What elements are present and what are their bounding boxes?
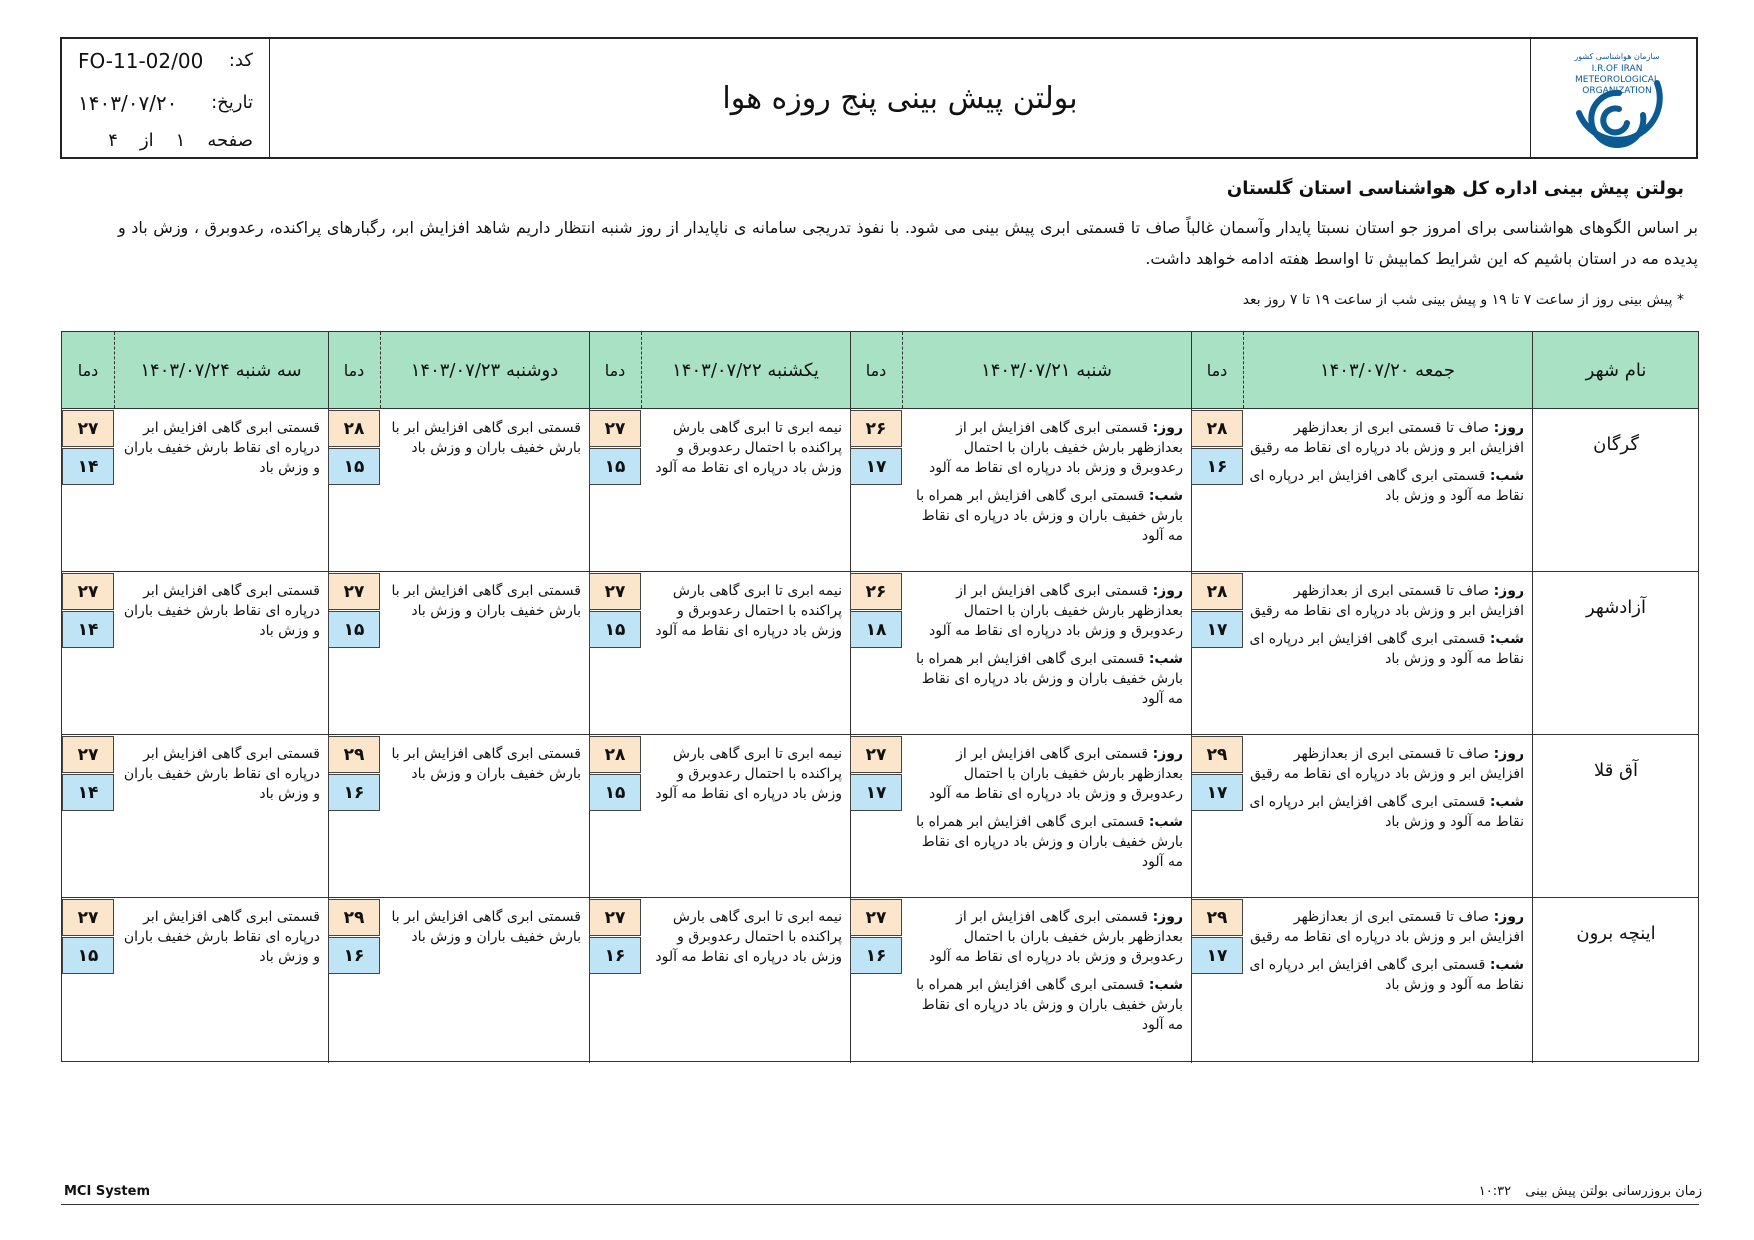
- max-temp: ۲۷: [328, 573, 380, 610]
- night-forecast: [908, 649, 1183, 709]
- night-label: شب:: [1148, 814, 1183, 830]
- max-temp: ۲۸: [1191, 573, 1243, 610]
- forecast-text: نیمه ابری تا ابری گاهی بارش پراکنده با احتمال رعدوبرق و وزش باد درپاره ای نقاط مه آلود: [655, 909, 842, 965]
- min-temp: ۱۴: [62, 448, 114, 485]
- min-temp: ۱۸: [850, 611, 902, 648]
- day-label: روز:: [1152, 746, 1183, 762]
- night-text: قسمتی ابری گاهی افزایش ابر همراه با بارش خفیف باران و وزش باد درپاره ای نقاط مه آلود: [915, 488, 1183, 544]
- header-day-3: یکشنبه ۱۴۰۳/۰۷/۲۲: [672, 359, 819, 381]
- day-forecast: [908, 907, 1183, 967]
- page-row: [78, 130, 253, 151]
- forecast-description: [1249, 581, 1524, 669]
- forecast-text: قسمتی ابری گاهی افزایش ابر درپاره ای نقاط بارش خفیف باران و وزش باد: [123, 583, 320, 639]
- city-name: آزادشهر: [1585, 597, 1647, 618]
- forecast-table: [61, 331, 1699, 1062]
- forecast-description: [908, 581, 1183, 709]
- night-text: قسمتی ابری گاهی افزایش ابر درپاره ای نقاط مه آلود و وزش باد: [1249, 794, 1524, 830]
- forecast-description: [908, 418, 1183, 546]
- system-name: MCI System: [64, 1184, 150, 1199]
- night-text: قسمتی ابری گاهی افزایش ابر همراه با بارش خفیف باران و وزش باد درپاره ای نقاط مه آلود: [915, 977, 1183, 1033]
- forecast-summary: بر اساس الگوهای هواشناسی برای امروز جو استان نسبتا پایدار وآسمان غالباً صاف تا قسمتی ابری پیش بینی می شود. با نفوذ تدریجی سامانه ی ناپایدار از روز شنبه انتظار داریم شاهد افزایش ابر، رگبارهای پراکنده، رعدوبرق ، وزش باد و پدیده مه در استان باشیم که این شرایط کمابیش تا اواسط هفته ادامه خواهد داشت.: [118, 218, 1698, 268]
- day-label: روز:: [1493, 909, 1524, 925]
- update-value: ۱۰:۳۲: [1478, 1184, 1512, 1199]
- code-label: کد:: [228, 50, 253, 71]
- bulletin-header: [60, 37, 1698, 159]
- header-temp-divider: [1243, 332, 1244, 408]
- min-temp: ۱۵: [589, 448, 641, 485]
- day-label: روز:: [1152, 583, 1183, 599]
- forecast-time-note: * پیش بینی روز از ساعت ۷ تا ۱۹ و پیش بینی شب از ساعت ۱۹ تا ۷ روز بعد: [1242, 292, 1684, 308]
- forecast-description: [647, 744, 842, 804]
- night-text: قسمتی ابری گاهی افزایش ابر درپاره ای نقاط مه آلود و وزش باد: [1249, 957, 1524, 993]
- max-temp: ۲۹: [328, 899, 380, 936]
- max-temp: ۲۸: [328, 410, 380, 447]
- min-temp: ۱۶: [589, 937, 641, 974]
- header-temp-3: دما: [604, 360, 626, 380]
- logo-org-fa: سازمان هواشناسی کشور: [1573, 52, 1660, 61]
- max-temp: ۲۷: [62, 899, 114, 936]
- header-temp-divider: [380, 332, 381, 408]
- min-temp: ۱۵: [589, 611, 641, 648]
- night-forecast: [1249, 792, 1524, 832]
- header-day-2: شنبه ۱۴۰۳/۰۷/۲۱: [981, 359, 1112, 381]
- min-temp: ۱۶: [850, 937, 902, 974]
- header-temp-5: دما: [77, 360, 99, 380]
- header-day-5: سه شنبه ۱۴۰۳/۰۷/۲۴: [140, 359, 302, 381]
- min-temp: ۱۴: [62, 611, 114, 648]
- max-temp: ۲۹: [1191, 736, 1243, 773]
- forecast-text: قسمتی ابری گاهی افزایش ابر با بارش خفیف باران و وزش باد: [391, 746, 581, 782]
- forecast-description: [908, 744, 1183, 872]
- forecast-description: [386, 744, 581, 784]
- row-divider: [62, 571, 1698, 572]
- page-total: ۴: [108, 130, 118, 151]
- page-label: صفحه: [207, 130, 253, 151]
- day-label: روز:: [1152, 420, 1183, 436]
- min-temp: ۱۶: [328, 774, 380, 811]
- day-forecast: [908, 581, 1183, 641]
- day-forecast: [908, 744, 1183, 804]
- date-row: [78, 89, 253, 117]
- forecast-description: [120, 418, 320, 478]
- night-label: شب:: [1148, 977, 1183, 993]
- day-forecast: [908, 418, 1183, 478]
- page-of: از: [139, 130, 154, 151]
- min-temp: ۱۴: [62, 774, 114, 811]
- footer-divider: [61, 1204, 1699, 1205]
- max-temp: ۲۹: [1191, 899, 1243, 936]
- day-text: قسمتی ابری گاهی افزایش ابر از بعدازظهر بارش خفیف باران با احتمال رعدوبرق و وزش باد درپاره ای نقاط مه آلود: [929, 583, 1183, 639]
- forecast-description: [1249, 744, 1524, 832]
- day-text: صاف تا قسمتی ابری از بعدازظهر افزایش ابر و وزش باد درپاره ای نقاط مه رقیق: [1250, 583, 1524, 619]
- table-header-row: [62, 332, 1698, 409]
- night-forecast: [1249, 955, 1524, 995]
- max-temp: ۲۷: [589, 573, 641, 610]
- min-temp: ۱۷: [850, 448, 902, 485]
- night-label: شب:: [1489, 957, 1524, 973]
- max-temp: ۲۷: [62, 736, 114, 773]
- min-temp: ۱۶: [1191, 448, 1243, 485]
- max-temp: ۲۶: [850, 573, 902, 610]
- night-label: شب:: [1148, 651, 1183, 667]
- min-temp: ۱۵: [328, 611, 380, 648]
- forecast-description: [1249, 418, 1524, 506]
- forecast-description: [1249, 907, 1524, 995]
- forecast-text: قسمتی ابری گاهی افزایش ابر با بارش خفیف باران و وزش باد: [391, 420, 581, 456]
- header-day-4: دوشنبه ۱۴۰۳/۰۷/۲۳: [410, 359, 559, 381]
- day-forecast: [1249, 907, 1524, 947]
- row-divider: [62, 897, 1698, 898]
- page-number: ۱: [175, 130, 186, 151]
- header-temp-divider: [641, 332, 642, 408]
- max-temp: ۲۷: [850, 736, 902, 773]
- day-text: قسمتی ابری گاهی افزایش ابر از بعدازظهر بارش خفیف باران با احتمال رعدوبرق و وزش باد درپاره ای نقاط مه آلود: [929, 746, 1183, 802]
- city-name: گرگان: [1593, 434, 1639, 455]
- night-label: شب:: [1489, 468, 1524, 484]
- header-city: نام شهر: [1585, 359, 1647, 381]
- bulletin-subtitle: بولتن پیش بینی اداره کل هواشناسی استان گلستان: [1226, 178, 1684, 199]
- forecast-text: قسمتی ابری گاهی افزایش ابر درپاره ای نقاط بارش خفیف باران و وزش باد: [123, 746, 320, 802]
- forecast-text: نیمه ابری تا ابری گاهی بارش پراکنده با احتمال رعدوبرق و وزش باد درپاره ای نقاط مه آلود: [655, 583, 842, 639]
- forecast-text: نیمه ابری تا ابری گاهی بارش پراکنده با احتمال رعدوبرق و وزش باد درپاره ای نقاط مه آلود: [655, 420, 842, 476]
- night-forecast: [1249, 466, 1524, 506]
- day-label: روز:: [1493, 746, 1524, 762]
- night-label: شب:: [1148, 488, 1183, 504]
- forecast-description: [647, 907, 842, 967]
- day-label: روز:: [1493, 420, 1524, 436]
- forecast-text: قسمتی ابری گاهی افزایش ابر با بارش خفیف باران و وزش باد: [391, 583, 581, 619]
- forecast-description: [386, 581, 581, 621]
- day-text: قسمتی ابری گاهی افزایش ابر از بعدازظهر بارش خفیف باران با احتمال رعدوبرق و وزش باد درپاره ای نقاط مه آلود: [929, 909, 1183, 965]
- night-forecast: [908, 812, 1183, 872]
- header-temp-1: دما: [1206, 360, 1228, 380]
- night-label: شب:: [1489, 794, 1524, 810]
- date-label: تاریخ:: [211, 91, 253, 113]
- night-label: شب:: [1489, 631, 1524, 647]
- forecast-description: [647, 418, 842, 478]
- day-text: صاف تا قسمتی ابری از بعدازظهر افزایش ابر و وزش باد درپاره ای نقاط مه رقیق: [1250, 909, 1524, 945]
- header-temp-divider: [114, 332, 115, 408]
- forecast-text: قسمتی ابری گاهی افزایش ابر درپاره ای نقاط بارش خفیف باران و وزش باد: [123, 909, 320, 965]
- night-text: قسمتی ابری گاهی افزایش ابر همراه با بارش خفیف باران و وزش باد درپاره ای نقاط مه آلود: [915, 651, 1183, 707]
- min-temp: ۱۶: [328, 937, 380, 974]
- logo-org-en-1: I.R.OF IRAN: [1591, 64, 1642, 74]
- forecast-description: [908, 907, 1183, 1035]
- header-temp-divider: [902, 332, 903, 408]
- night-text: قسمتی ابری گاهی افزایش ابر درپاره ای نقاط مه آلود و وزش باد: [1249, 631, 1524, 667]
- forecast-text: نیمه ابری تا ابری گاهی بارش پراکنده با احتمال رعدوبرق و وزش باد درپاره ای نقاط مه آلود: [655, 746, 842, 802]
- code-row: [78, 47, 253, 75]
- city-name: آق قلا: [1593, 760, 1639, 781]
- logo-org-en-3: ORGANIZATION: [1581, 86, 1652, 96]
- max-temp: ۲۹: [328, 736, 380, 773]
- night-text: قسمتی ابری گاهی افزایش ابر همراه با بارش خفیف باران و وزش باد درپاره ای نقاط مه آلود: [915, 814, 1183, 870]
- max-temp: ۲۷: [850, 899, 902, 936]
- min-temp: ۱۷: [1191, 611, 1243, 648]
- day-label: روز:: [1152, 909, 1183, 925]
- day-forecast: [1249, 744, 1524, 784]
- min-temp: ۱۵: [62, 937, 114, 974]
- update-time: [1479, 1184, 1702, 1199]
- day-forecast: [1249, 418, 1524, 458]
- night-text: قسمتی ابری گاهی افزایش ابر درپاره ای نقاط مه آلود و وزش باد: [1249, 468, 1524, 504]
- max-temp: ۲۷: [62, 573, 114, 610]
- day-text: قسمتی ابری گاهی افزایش ابر از بعدازظهر بارش خفیف باران با احتمال رعدوبرق و وزش باد درپاره ای نقاط مه آلود: [929, 420, 1183, 476]
- max-temp: ۲۸: [1191, 410, 1243, 447]
- night-forecast: [908, 975, 1183, 1035]
- forecast-description: [647, 581, 842, 641]
- min-temp: ۱۷: [850, 774, 902, 811]
- max-temp: ۲۶: [850, 410, 902, 447]
- min-temp: ۱۷: [1191, 937, 1243, 974]
- max-temp: ۲۸: [589, 736, 641, 773]
- forecast-description: [120, 581, 320, 641]
- max-temp: ۲۷: [62, 410, 114, 447]
- max-temp: ۲۷: [589, 410, 641, 447]
- header-temp-4: دما: [343, 360, 365, 380]
- day-forecast: [1249, 581, 1524, 621]
- min-temp: ۱۵: [589, 774, 641, 811]
- date-value: ۱۴۰۳/۰۷/۲۰: [78, 90, 178, 115]
- update-label: زمان بروزرسانی بولتن پیش بینی: [1525, 1184, 1702, 1199]
- logo-org-en-2: METEOROLOGICAL: [1574, 75, 1659, 85]
- document-meta: [62, 39, 270, 157]
- day-text: صاف تا قسمتی ابری از بعدازظهر افزایش ابر و وزش باد درپاره ای نقاط مه رقیق: [1250, 420, 1524, 456]
- header-temp-2: دما: [865, 360, 887, 380]
- header-day-1: جمعه ۱۴۰۳/۰۷/۲۰: [1319, 359, 1456, 381]
- row-divider: [62, 734, 1698, 735]
- day-text: صاف تا قسمتی ابری از بعدازظهر افزایش ابر و وزش باد درپاره ای نقاط مه رقیق: [1250, 746, 1524, 782]
- forecast-text: قسمتی ابری گاهی افزایش ابر با بارش خفیف باران و وزش باد: [391, 909, 581, 945]
- forecast-description: [120, 744, 320, 804]
- forecast-text: قسمتی ابری گاهی افزایش ابر درپاره ای نقاط بارش خفیف باران و وزش باد: [123, 420, 320, 476]
- min-temp: ۱۵: [328, 448, 380, 485]
- city-name: اینچه برون: [1576, 923, 1656, 944]
- page-title: بولتن پیش بینی پنج روزه هوا: [722, 80, 1078, 116]
- min-temp: ۱۷: [1191, 774, 1243, 811]
- day-label: روز:: [1493, 583, 1524, 599]
- forecast-description: [386, 418, 581, 458]
- logo-emblem-icon: [1539, 43, 1689, 153]
- forecast-description: [120, 907, 320, 967]
- forecast-description: [386, 907, 581, 947]
- night-forecast: [1249, 629, 1524, 669]
- night-forecast: [908, 486, 1183, 546]
- max-temp: ۲۷: [589, 899, 641, 936]
- code-value: FO-11-02/00: [78, 49, 204, 73]
- meteorological-organization-logo: [1530, 39, 1696, 157]
